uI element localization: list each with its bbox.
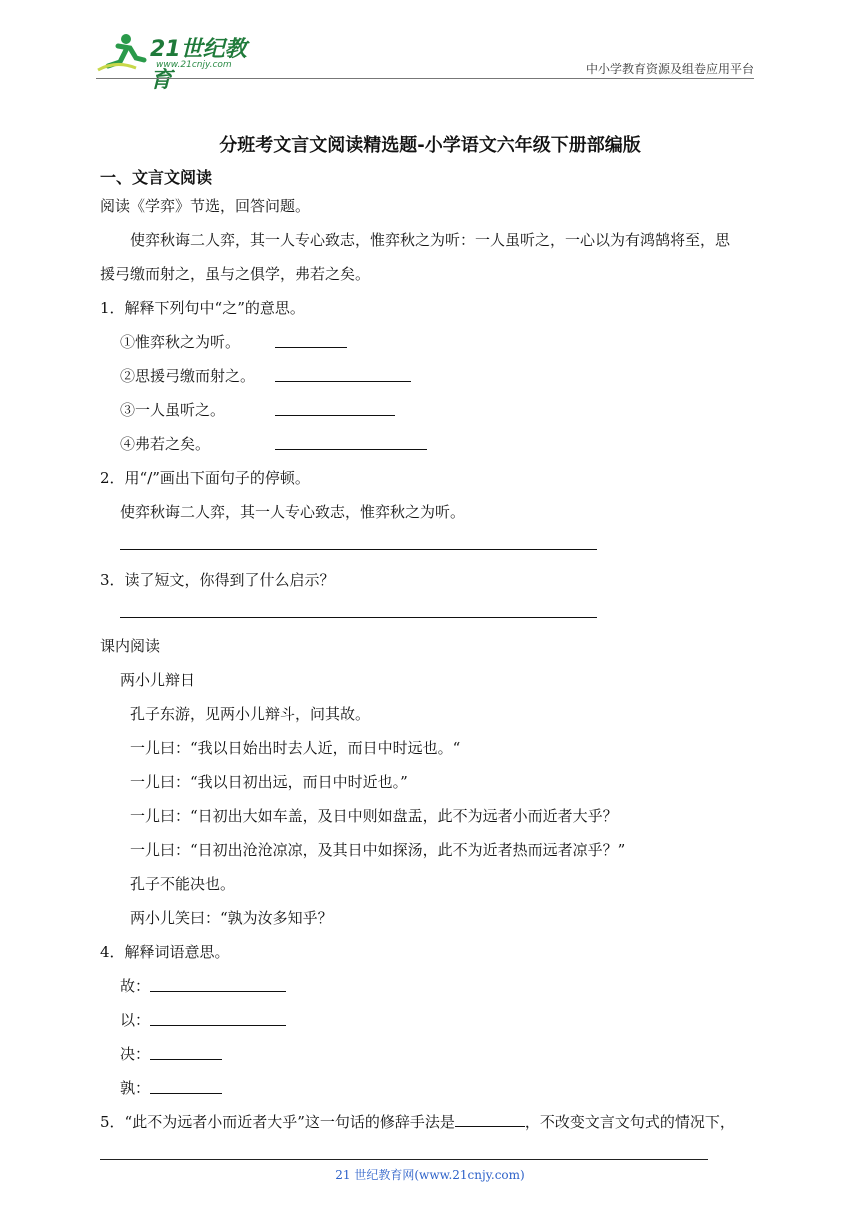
q2-sentence: 使弈秋诲二人弈，其一人专心致志，惟弈秋之为听。 (120, 503, 466, 521)
q4-stem: 4．解释词语意思。 (100, 943, 230, 961)
q3-stem: 3．读了短文，你得到了什么启示？ (100, 571, 335, 589)
q4-item-1: 故： (120, 977, 151, 995)
q1-item-4: ④弗若之矣。 (120, 435, 211, 453)
passage2-line: 两小儿笑曰：“孰为汝多知乎？ (130, 909, 333, 927)
q1-answer-blank-1[interactable] (275, 347, 347, 348)
q3-answer-line[interactable] (120, 617, 597, 618)
footer-site[interactable]: 21 世纪教育网(www.21cnjy.com) (335, 1168, 525, 1182)
q4-item-3: 决： (120, 1045, 151, 1063)
passage1-line1: 使弈秋诲二人弈，其一人专心致志，惟弈秋之为听：一人虽听之，一心以为有鸿鹄将至，思 (130, 231, 731, 249)
passage2-line: 一儿曰：“日初出沧沧凉凉，及其日中如探汤，此不为近者热而远者凉乎？” (130, 841, 626, 859)
passage2-label: 课内阅读 (100, 637, 161, 655)
site-logo (96, 30, 266, 93)
q2-answer-line[interactable] (120, 549, 597, 550)
q4-item-4: 孰： (120, 1079, 151, 1097)
passage2-line: 一儿曰：“我以日初出远，而日中时近也。” (130, 773, 408, 791)
q5-stem-part1: 5．“此不为远者小而近者大乎”这一句话的修辞手法是 (100, 1113, 455, 1131)
header-divider (96, 78, 754, 79)
q5-stem (100, 1112, 735, 1132)
q4-answer-blank-2[interactable] (150, 1025, 286, 1026)
passage2-line: 孔子东游，见两小儿辩斗，问其故。 (130, 705, 371, 723)
q1-answer-blank-4[interactable] (275, 449, 427, 450)
q4-answer-blank-4[interactable] (150, 1093, 222, 1094)
q5-answer-blank[interactable] (455, 1112, 525, 1127)
q5-stem-part2: ，不改变文言文句式的情况下， (524, 1113, 735, 1131)
passage2-line: 孔子不能决也。 (130, 875, 236, 893)
q1-item-1: ①惟弈秋之为听。 (120, 333, 241, 351)
logo-url: www.21cnjy.com (156, 60, 232, 70)
passage2-title: 两小儿辩日 (120, 671, 196, 689)
q2-stem: 2．用“/”画出下面句子的停顿。 (100, 469, 310, 487)
q1-answer-blank-2[interactable] (275, 381, 411, 382)
passage1-intro: 阅读《学弈》节选，回答问题。 (100, 197, 311, 215)
q4-item-2: 以： (120, 1011, 151, 1029)
footer-divider (100, 1159, 708, 1160)
page-title: 分班考文言文阅读精选题-小学语文六年级下册部编版 (219, 135, 641, 156)
passage2-line: 一儿曰：“日初出大如车盖，及日中则如盘盂，此不为远者小而近者大乎？ (130, 807, 618, 825)
header-platform-text: 中小学教育资源及组卷应用平台 (585, 62, 754, 76)
runner-logo-icon (96, 30, 156, 76)
section-heading: 一、文言文阅读 (100, 168, 213, 187)
q1-item-2: ②思援弓缴而射之。 (120, 367, 256, 385)
logo-text: 21世纪教育 (150, 37, 247, 93)
q1-item-3: ③一人虽听之。 (120, 401, 226, 419)
q4-answer-blank-3[interactable] (150, 1059, 222, 1060)
q1-stem: 1．解释下列句中“之”的意思。 (100, 299, 305, 317)
q1-answer-blank-3[interactable] (275, 415, 395, 416)
passage2-line: 一儿曰：“我以日始出时去人近，而日中时远也。“ (130, 739, 461, 757)
passage1-line2: 援弓缴而射之，虽与之俱学，弗若之矣。 (100, 265, 371, 283)
q4-answer-blank-1[interactable] (150, 991, 286, 992)
